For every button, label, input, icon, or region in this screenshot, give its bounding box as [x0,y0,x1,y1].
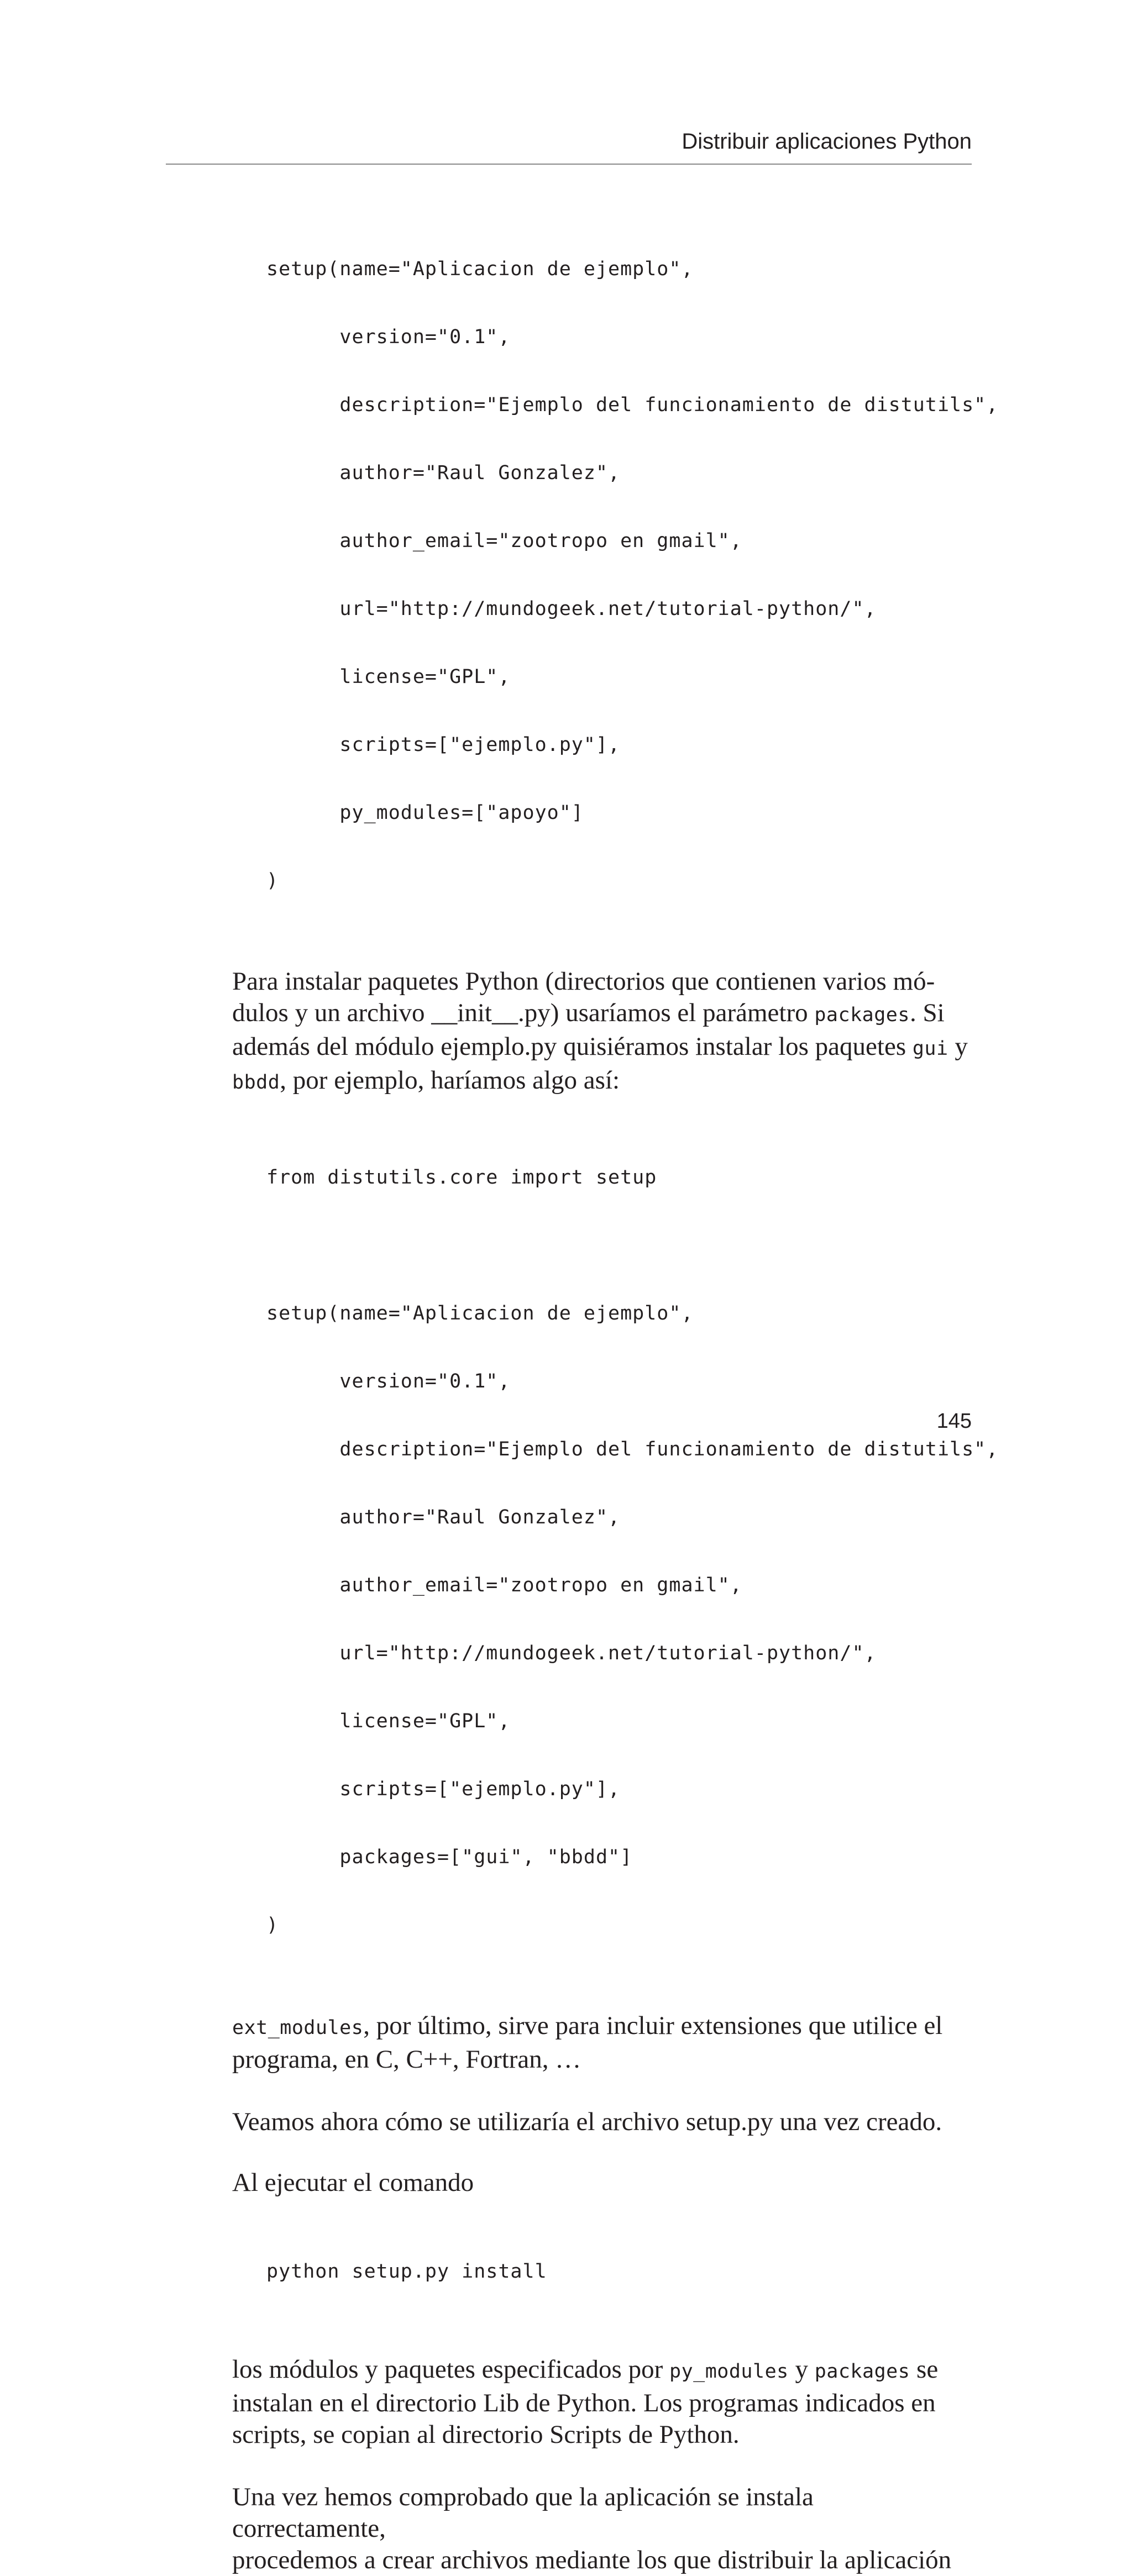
code-line: url="http://mundogeek.net/tutorial-python/", [266,598,877,620]
page-body [232,213,999,2576]
code-block-setup-packages [266,1121,999,1982]
code-line: version="0.1", [266,326,511,348]
running-head-title: Distribuir aplicaciones Python [682,129,972,154]
code-line: description="Ejemplo del funcionamiento de distutils", [266,1438,999,1460]
code-line: ) [266,1914,279,1936]
paragraph-text: y [948,1032,968,1061]
code-line: author_email="zootropo en gmail", [266,530,742,552]
header-rule [166,164,972,165]
code-line: description="Ejemplo del funcionamiento de distutils", [266,394,999,416]
paragraph-text: scripts, se copian al directorio Scripts de Python. [232,2420,740,2449]
paragraph-text: dulos y un archivo __init__.py) usaríamos el parámetro [232,998,815,1027]
code-line: ) [266,870,279,892]
code-line: py_modules=["apoyo"] [266,802,584,824]
code-line: python setup.py install [266,2260,547,2283]
inline-code: ext_modules [232,2017,364,2039]
paragraph-al-ejecutar: Al ejecutar el comando [232,2168,474,2197]
code-line: author_email="zootropo en gmail", [266,1574,742,1596]
code-line: from distutils.core import setup [266,1166,657,1189]
code-line: url="http://mundogeek.net/tutorial-python/", [266,1642,877,1664]
code-line: scripts=["ejemplo.py"], [266,734,621,756]
code-line: author="Raul Gonzalez", [266,1506,621,1528]
paragraph-packages [232,966,973,1098]
code-line [266,1234,973,1257]
inline-code: packages [814,1004,910,1026]
paragraph-text: , por ejemplo, haríamos algo así: [280,1066,620,1095]
paragraph-modulos [232,2354,973,2451]
paragraph-text: instalan en el directorio Lib de Python. Los programas indicados en [232,2389,936,2417]
code-block-setup-modules [266,213,999,938]
code-line: license="GPL", [266,666,511,688]
paragraph-ext-modules [232,2010,973,2075]
paragraph-una-vez [232,2482,973,2576]
code-line: setup(name="Aplicacion de ejemplo", [266,258,694,280]
page-number: 145 [936,1410,972,1433]
paragraph-text: , por último, sirve para incluir extensiones que utilice el [363,2011,943,2040]
paragraph-text: se [910,2355,939,2384]
code-line: packages=["gui", "bbdd"] [266,1846,633,1868]
paragraph-text: además del módulo ejemplo.py quisiéramos instalar los paquetes [232,1032,913,1061]
paragraph-text: los módulos y paquetes especificados por [232,2355,669,2384]
paragraph-text: Para instalar paquetes Python (directorios que contienen varios mó- [232,967,935,996]
paragraph-text: Una vez hemos comprobado que la aplicación se instala correctamente, [232,2483,814,2543]
inline-code: bbdd [232,1071,280,1094]
paragraph-veamos: Veamos ahora cómo se utilizaría el archivo setup.py una vez creado. [232,2107,942,2136]
paragraph-text: y [788,2355,815,2384]
code-line: license="GPL", [266,1710,511,1732]
code-line: scripts=["ejemplo.py"], [266,1778,621,1800]
paragraph-text: procedemos a crear archivos mediante los que distribuir la aplicación [232,2546,952,2574]
code-line: author="Raul Gonzalez", [266,462,621,484]
code-block-install-command [266,2215,973,2328]
paragraph-text: . Si [909,998,945,1027]
code-line: version="0.1", [266,1370,511,1392]
paragraph-text: programa, en C, C++, Fortran, … [232,2045,581,2074]
inline-code: packages [814,2361,910,2383]
inline-code: gui [912,1038,948,1060]
code-line: setup(name="Aplicacion de ejemplo", [266,1302,694,1324]
inline-code: py_modules [669,2361,789,2383]
